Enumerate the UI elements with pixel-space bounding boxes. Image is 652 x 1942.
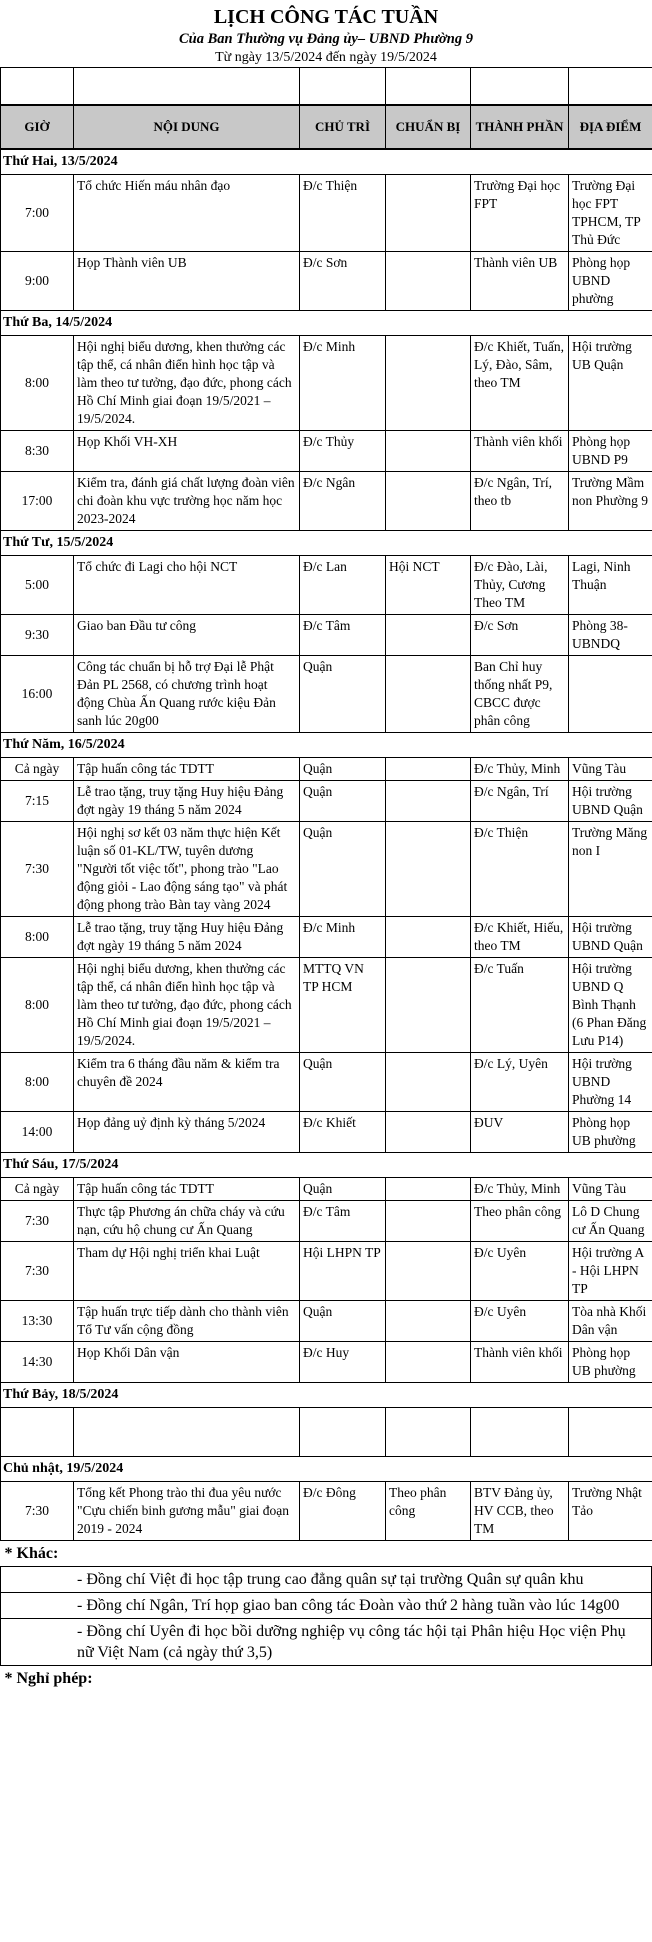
table-row [1, 1342, 652, 1383]
day-header-row [1, 1153, 652, 1178]
cell-time: 14:30 [1, 1342, 74, 1383]
cell-time: 8:00 [1, 958, 74, 1053]
cell-content: Tổ chức đi Lagi cho hội NCT [74, 556, 300, 615]
cell-chair: Quận [300, 1053, 386, 1112]
cell-prep [386, 1242, 471, 1301]
table-row [1, 472, 652, 531]
day-label: Thứ Bảy, 18/5/2024 [1, 1383, 652, 1408]
cell-members: Thành viên khối [471, 1342, 569, 1383]
cell-content: Lễ trao tặng, truy tặng Huy hiệu Đảng đợt ngày 19 tháng 5 năm 2024 [74, 917, 300, 958]
cell-time: 7:15 [1, 781, 74, 822]
cell-time: Cả ngày [1, 758, 74, 781]
cell-chair: Quận [300, 781, 386, 822]
cell-time: 5:00 [1, 556, 74, 615]
cell-content: Hội nghị biểu dương, khen thưởng các tập thể, cá nhân điển hình học tập và làm theo tư tưởng, đạo đức, phong cách Hồ Chí Minh giai đoạn 19/5/2021 – 19/5/2024. [74, 336, 300, 431]
table-row [1, 822, 652, 917]
cell-place: Hội trường UB Quận [569, 336, 652, 431]
table-row [1, 175, 652, 252]
table-row [1, 431, 652, 472]
column-header-content: NỘI DUNG [74, 105, 300, 149]
cell-prep [386, 1178, 471, 1201]
cell-place: Phòng họp UB phường [569, 1112, 652, 1153]
column-header-prep: CHUẨN BỊ [386, 105, 471, 149]
document-title: LỊCH CÔNG TÁC TUẦN [213, 6, 439, 28]
cell-members: Đ/c Uyên [471, 1301, 569, 1342]
cell-chair: Đ/c Khiết [300, 1112, 386, 1153]
cell-prep [386, 336, 471, 431]
cell-place: Lagi, Ninh Thuận [569, 556, 652, 615]
cell-content: Họp Thành viên UB [74, 252, 300, 311]
column-header-time: GIỜ [1, 105, 74, 149]
table-row [1, 1201, 652, 1242]
table-row [1, 758, 652, 781]
cell-members: Đ/c Lý, Uyên [471, 1053, 569, 1112]
cell-prep [386, 917, 471, 958]
table-row [1, 958, 652, 1053]
cell-content: Họp Khối Dân vận [74, 1342, 300, 1383]
table-row [1, 556, 652, 615]
cell-members: ĐUV [471, 1112, 569, 1153]
cell-members: Thành viên khối [471, 431, 569, 472]
cell-chair: Quận [300, 758, 386, 781]
cell-chair: Đ/c Thủy [300, 431, 386, 472]
column-header-chair: CHỦ TRÌ [300, 105, 386, 149]
cell-content: Tổng kết Phong trào thi đua yêu nước "Cựu chiến binh gương mẫu" giai đoạn 2019 - 2024 [74, 1482, 300, 1541]
cell-place: Hội trường UBND Quận [569, 917, 652, 958]
cell-time: 8:00 [1, 917, 74, 958]
table-row [1, 615, 652, 656]
cell-chair: Đ/c Huy [300, 1342, 386, 1383]
cell-chair: Đ/c Minh [300, 917, 386, 958]
cell-chair: Đ/c Thiện [300, 175, 386, 252]
cell-prep [386, 472, 471, 531]
cell-time: 8:00 [1, 336, 74, 431]
cell-place: Vũng Tàu [569, 758, 652, 781]
cell-members: BTV Đảng ủy, HV CCB, theo TM [471, 1482, 569, 1541]
date-range: Từ ngày 13/5/2024 đến ngày 19/5/2024 [215, 50, 437, 65]
cell-prep [386, 615, 471, 656]
cell-time: 9:00 [1, 252, 74, 311]
cell-content: Họp Khối VH-XH [74, 431, 300, 472]
blank-row [1, 68, 652, 106]
cell-content: Giao ban Đầu tư công [74, 615, 300, 656]
cell-prep [386, 1112, 471, 1153]
cell-members: Đ/c Thủy, Minh [471, 1178, 569, 1201]
cell-content: Hội nghị biểu dương, khen thưởng các tập thể, cá nhân điển hình học tập và làm theo tư tưởng, đạo đức, phong cách Hồ Chí Minh giai đoạn 19/5/2021 – 19/5/2024. [74, 958, 300, 1053]
schedule-table [0, 67, 652, 1541]
cell-content: Kiểm tra, đánh giá chất lượng đoàn viên chi đoàn khu vực trường học năm học 2023-2024 [74, 472, 300, 531]
cell-members: Đ/c Khiết, Tuấn, Lý, Đào, Sâm, theo TM [471, 336, 569, 431]
cell-place: Hội trường UBND Quận [569, 781, 652, 822]
day-label: Thứ Tư, 15/5/2024 [1, 531, 652, 556]
empty-row [1, 1408, 652, 1457]
cell-time: 8:00 [1, 1053, 74, 1112]
table-row [1, 1482, 652, 1541]
notes-section [0, 1541, 652, 1691]
column-header-members: THÀNH PHẦN [471, 105, 569, 149]
cell-time: Cả ngày [1, 1178, 74, 1201]
cell-time: 8:30 [1, 431, 74, 472]
cell-time: 7:30 [1, 1242, 74, 1301]
cell-chair: Quận [300, 1178, 386, 1201]
cell-place: Lô D Chung cư Ấn Quang [569, 1201, 652, 1242]
cell-content: Kiểm tra 6 tháng đầu năm & kiểm tra chuyên đề 2024 [74, 1053, 300, 1112]
table-row [1, 1112, 652, 1153]
cell-place: Trường Nhật Tảo [569, 1482, 652, 1541]
cell-content: Tổ chức Hiến máu nhân đạo [74, 175, 300, 252]
day-label: Chủ nhật, 19/5/2024 [1, 1457, 652, 1482]
cell-place: Hội trường UBND Q Bình Thạnh (6 Phan Đăng Lưu P14) [569, 958, 652, 1053]
cell-prep [386, 1342, 471, 1383]
table-row [1, 917, 652, 958]
cell-content: Tập huấn công tác TDTT [74, 758, 300, 781]
day-header-row [1, 149, 652, 175]
cell-time: 16:00 [1, 656, 74, 733]
cell-prep [386, 656, 471, 733]
cell-members: Thành viên UB [471, 252, 569, 311]
cell-members: Theo phân công [471, 1201, 569, 1242]
cell-chair: Đ/c Tâm [300, 1201, 386, 1242]
table-row [1, 252, 652, 311]
table-row [1, 336, 652, 431]
table-row [1, 1242, 652, 1301]
cell-time: 13:30 [1, 1301, 74, 1342]
cell-place: Phòng họp UBND phường [569, 252, 652, 311]
cell-prep [386, 822, 471, 917]
day-label: Thứ Sáu, 17/5/2024 [1, 1153, 652, 1178]
cell-chair: Đ/c Sơn [300, 252, 386, 311]
cell-place: Phòng 38-UBNDQ [569, 615, 652, 656]
note-item: - Đồng chí Uyên đi học bồi dưỡng nghiệp vụ công tác hội tại Phân hiệu Học viện Phụ nữ Việt Nam (cả ngày thứ 3,5) [1, 1619, 652, 1666]
note-item: - Đồng chí Việt đi học tập trung cao đẳng quân sự tại trường Quân sự quân khu [1, 1567, 652, 1593]
cell-prep [386, 958, 471, 1053]
cell-prep [386, 1201, 471, 1242]
cell-members: Đ/c Thiện [471, 822, 569, 917]
table-row [1, 1178, 652, 1201]
cell-chair: Quận [300, 822, 386, 917]
cell-place: Tòa nhà Khối Dân vận [569, 1301, 652, 1342]
table-row [1, 1301, 652, 1342]
cell-place: Hội trường UBND Phường 14 [569, 1053, 652, 1112]
day-header-row [1, 733, 652, 758]
cell-members: Đ/c Ngân, Trí [471, 781, 569, 822]
cell-members: Đ/c Thủy, Minh [471, 758, 569, 781]
column-header-place: ĐỊA ĐIỂM [569, 105, 652, 149]
cell-members: Đ/c Đào, Lài, Thủy, Cương Theo TM [471, 556, 569, 615]
cell-members: Đ/c Khiết, Hiếu, theo TM [471, 917, 569, 958]
cell-place: Vũng Tàu [569, 1178, 652, 1201]
cell-prep [386, 758, 471, 781]
cell-prep [386, 431, 471, 472]
cell-time: 14:00 [1, 1112, 74, 1153]
day-label: Thứ Ba, 14/5/2024 [1, 311, 652, 336]
day-header-row [1, 531, 652, 556]
cell-place: Phòng họp UB phường [569, 1342, 652, 1383]
cell-members: Đ/c Uyên [471, 1242, 569, 1301]
cell-content: Tham dự Hội nghị triển khai Luật [74, 1242, 300, 1301]
day-label: Thứ Hai, 13/5/2024 [1, 149, 652, 175]
cell-content: Lễ trao tặng, truy tặng Huy hiệu Đảng đợt ngày 19 tháng 5 năm 2024 [74, 781, 300, 822]
table-row [1, 656, 652, 733]
cell-chair: Đ/c Tâm [300, 615, 386, 656]
document-header [0, 0, 652, 67]
cell-prep [386, 175, 471, 252]
cell-chair: Đ/c Đông [300, 1482, 386, 1541]
document-subtitle: Của Ban Thường vụ Đảng ủy– UBND Phường 9 [178, 31, 473, 47]
cell-place: Hội trường A - Hội LHPN TP [569, 1242, 652, 1301]
cell-prep [386, 781, 471, 822]
cell-time: 7:00 [1, 175, 74, 252]
cell-place [569, 656, 652, 733]
cell-chair: Hội LHPN TP [300, 1242, 386, 1301]
cell-place: Phòng họp UBND P9 [569, 431, 652, 472]
table-row [1, 1053, 652, 1112]
day-label: Thứ Năm, 16/5/2024 [1, 733, 652, 758]
cell-prep [386, 252, 471, 311]
note-item: - Đồng chí Ngân, Trí họp giao ban công tác Đoàn vào thứ 2 hàng tuần vào lúc 14g00 [1, 1593, 652, 1619]
cell-chair: Quận [300, 656, 386, 733]
cell-place: Trường Măng non I [569, 822, 652, 917]
other-notes-label: * Khác: [4, 1545, 59, 1562]
cell-place: Trường Đại học FPT TPHCM, TP Thủ Đức [569, 175, 652, 252]
cell-members: Trường Đại học FPT [471, 175, 569, 252]
cell-content: Tập huấn trực tiếp dành cho thành viên Tổ Tư vấn cộng đồng [74, 1301, 300, 1342]
leave-notes-label: * Nghỉ phép: [4, 1670, 93, 1687]
cell-content: Thực tập Phương án chữa cháy và cứu nạn, cứu hộ chung cư Ấn Quang [74, 1201, 300, 1242]
cell-chair: Đ/c Ngân [300, 472, 386, 531]
cell-place: Trường Mầm non Phường 9 [569, 472, 652, 531]
day-header-row [1, 311, 652, 336]
cell-members: Đ/c Ngân, Trí, theo tb [471, 472, 569, 531]
cell-prep [386, 1301, 471, 1342]
table-row [1, 781, 652, 822]
cell-content: Hội nghị sơ kết 03 năm thực hiện Kết luận số 01-KL/TW, tuyên dương "Người tốt việc tốt", phong trào "Lao động giỏi - Lao động sáng tạo" và phát động phong trào Bàn tay vàng 2024 [74, 822, 300, 917]
cell-chair: MTTQ VN TP HCM [300, 958, 386, 1053]
cell-prep [386, 1053, 471, 1112]
cell-time: 9:30 [1, 615, 74, 656]
cell-time: 7:30 [1, 1201, 74, 1242]
cell-time: 7:30 [1, 822, 74, 917]
cell-chair: Quận [300, 1301, 386, 1342]
cell-content: Công tác chuẩn bị hỗ trợ Đại lễ Phật Đản PL 2568, có chương trình hoạt động Chùa Ấn Quang rước kiệu Đản sanh lúc 20g00 [74, 656, 300, 733]
cell-members: Đ/c Sơn [471, 615, 569, 656]
cell-chair: Đ/c Lan [300, 556, 386, 615]
cell-time: 17:00 [1, 472, 74, 531]
cell-prep: Theo phân công [386, 1482, 471, 1541]
cell-members: Ban Chỉ huy thống nhất P9, CBCC được phân công [471, 656, 569, 733]
cell-time: 7:30 [1, 1482, 74, 1541]
day-header-row [1, 1457, 652, 1482]
cell-prep: Hội NCT [386, 556, 471, 615]
cell-content: Tập huấn công tác TDTT [74, 1178, 300, 1201]
cell-content: Họp đảng uỷ định kỳ tháng 5/2024 [74, 1112, 300, 1153]
day-header-row [1, 1383, 652, 1408]
table-header-row [1, 105, 652, 149]
cell-chair: Đ/c Minh [300, 336, 386, 431]
cell-members: Đ/c Tuấn [471, 958, 569, 1053]
